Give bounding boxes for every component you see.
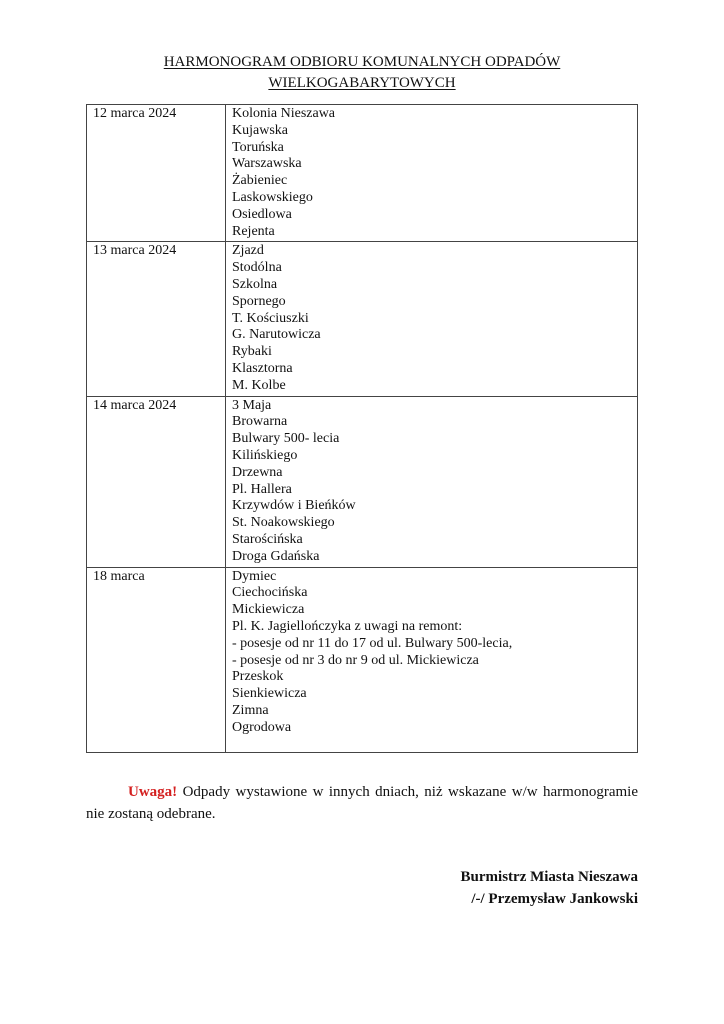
note-text: Odpady wystawione w innych dniach, niż wskazane w/w harmonogramie nie zostaną odebrane. [86, 784, 638, 822]
street-item: Pl. K. Jagiellończyka z uwagi na remont: [232, 618, 463, 634]
signature-title: Burmistrz Miasta Nieszawa [460, 869, 638, 885]
note-paragraph [86, 781, 638, 825]
warning-label: Uwaga! [128, 784, 178, 800]
street-item: Rybaki [232, 344, 272, 360]
title-line-2: WIELKOGABARYTOWYCH [268, 75, 456, 91]
street-item: Mickiewicza [232, 602, 305, 618]
street-item: Osiedlowa [232, 206, 292, 222]
street-item: St. Noakowskiego [232, 515, 335, 531]
streets-cell [226, 396, 638, 567]
street-item: Kolonia Nieszawa [232, 106, 336, 121]
street-item: Starościńska [232, 531, 303, 547]
signature-name: /-/ Przemysław Jankowski [471, 891, 638, 907]
street-item: Stodólna [232, 260, 282, 276]
streets-cell [226, 105, 638, 242]
street-item: T. Kościuszki [232, 310, 309, 326]
street-item: Dymiec [232, 568, 277, 584]
table-row [87, 567, 638, 752]
street-item: Toruńska [232, 139, 284, 155]
street-item: Kilińskiego [232, 447, 298, 463]
street-item: Żabieniec [232, 173, 288, 189]
street-item: Browarna [232, 414, 288, 430]
street-item: Rejenta [232, 223, 275, 239]
title-line-1: HARMONOGRAM ODBIORU KOMUNALNYCH ODPADÓW [163, 54, 561, 70]
streets-cell [226, 567, 638, 752]
street-item: G. Narutowicza [232, 327, 321, 343]
document-title [86, 52, 638, 94]
street-item: Zjazd [232, 243, 264, 259]
street-item: Zimna [232, 702, 269, 718]
street-item: M. Kolbe [232, 377, 286, 393]
table-row [87, 105, 638, 242]
schedule-table [86, 104, 638, 753]
date-cell: 12 marca 2024 [87, 105, 226, 242]
street-item: Kujawska [232, 122, 288, 138]
street-item: 3 Maja [232, 397, 272, 413]
street-item: Warszawska [232, 156, 302, 172]
street-item: Klasztorna [232, 360, 293, 376]
date-cell: 13 marca 2024 [87, 242, 226, 396]
signature-block [461, 866, 638, 910]
street-item: Laskowskiego [232, 189, 313, 205]
streets-cell [226, 242, 638, 396]
street-item: Bulwary 500- lecia [232, 431, 340, 447]
street-item: Szkolna [232, 276, 278, 292]
street-item: Krzywdów i Bieńków [232, 498, 356, 514]
street-item: - posesje od nr 11 do 17 od ul. Bulwary 500-lecia, [232, 635, 513, 651]
street-item: Ogrodowa [232, 719, 292, 735]
street-item: Spornego [232, 293, 286, 309]
street-item: Drzewna [232, 464, 283, 480]
street-item: Pl. Hallera [232, 481, 292, 497]
street-item: Przeskok [232, 669, 284, 685]
street-item: Droga Gdańska [232, 548, 320, 564]
street-item: - posesje od nr 3 do nr 9 od ul. Mickiewicza [232, 652, 479, 668]
street-item: Ciechocińska [232, 585, 308, 601]
table-row [87, 396, 638, 567]
date-cell: 14 marca 2024 [87, 396, 226, 567]
table-row [87, 242, 638, 396]
street-item: Sienkiewicza [232, 686, 307, 702]
date-cell: 18 marca [87, 567, 226, 752]
